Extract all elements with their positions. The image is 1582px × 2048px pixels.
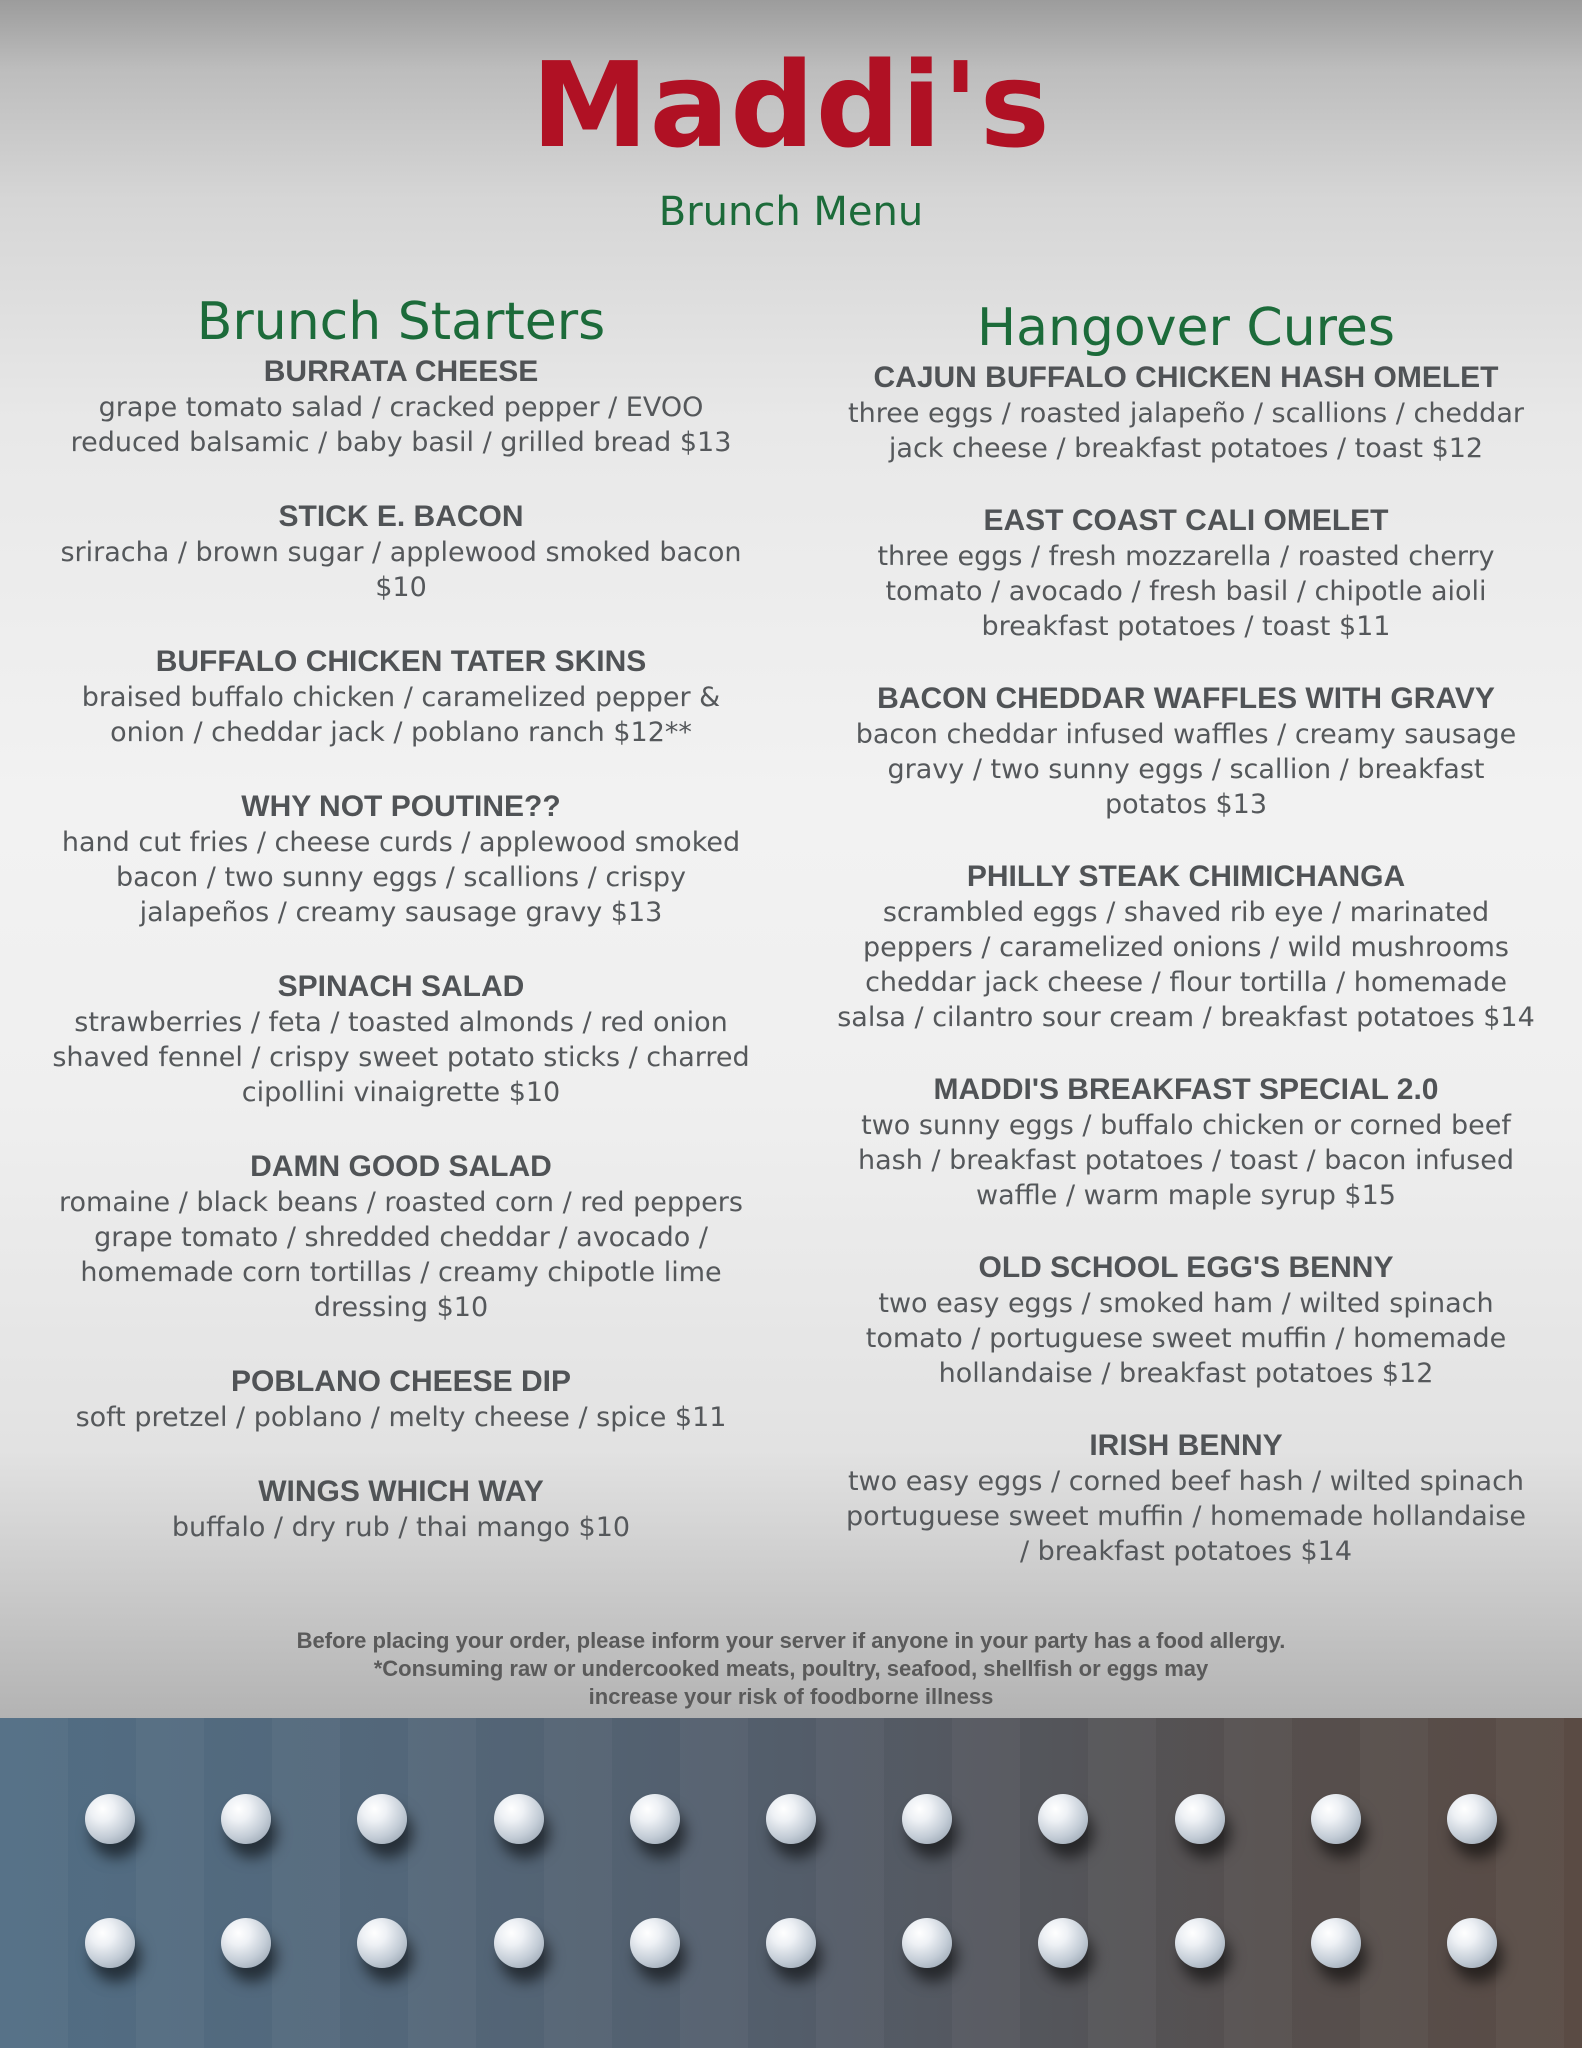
footer-dot (85, 1794, 135, 1844)
footer-dot (1175, 1918, 1225, 1968)
footer-dot (902, 1794, 952, 1844)
menu-item-name: OLD SCHOOL EGG'S BENNY (978, 1251, 1394, 1284)
footer-dot (494, 1918, 544, 1968)
footer-dot (1311, 1918, 1361, 1968)
allergy-footnote (0, 1627, 1582, 1711)
footer-dot (1038, 1794, 1088, 1844)
menu-item-description: hand cut fries / cheese curds / applewood smoked bacon / two sunny eggs / scallions / crispy jalapeños / creamy sausage gravy $13 (61, 827, 741, 928)
hangover-cures-column (810, 290, 1562, 1569)
menu-subtitle: Brunch Menu (658, 189, 924, 235)
footer-dot (1038, 1918, 1088, 1968)
menu-item (30, 354, 772, 460)
footer-stripe (1224, 1718, 1292, 2048)
footer-stripe (544, 1718, 612, 2048)
menu-item-description: romaine / black beans / roasted corn / red peppers grape tomato / shredded cheddar / avocado / homemade corn tortillas / creamy chipotle lime dressing $10 (59, 1187, 743, 1323)
menu-item (810, 1428, 1562, 1569)
menu-item-description: three eggs / fresh mozzarella / roasted cherry tomato / avocado / fresh basil / chipotle aioli breakfast potatoes / toast $11 (877, 541, 1495, 642)
menu-item (810, 1072, 1562, 1213)
menu-item-description: sriracha / brown sugar / applewood smoked bacon $10 (60, 537, 742, 603)
menu-item-name: EAST COAST CALI OMELET (983, 504, 1389, 537)
footer-stripe (816, 1718, 884, 2048)
menu-item-description: strawberries / feta / toasted almonds / red onion shaved fennel / crispy sweet potato sticks / charred cipollini vinaigrette $10 (52, 1007, 750, 1108)
menu-item-name: BUFFALO CHICKEN TATER SKINS (155, 645, 647, 678)
restaurant-name: Maddi's (531, 36, 1051, 174)
footer-stripe (952, 1718, 1020, 2048)
footer-dot (357, 1918, 407, 1968)
footer-stripe (0, 1718, 68, 2048)
menu-item-name: BURRATA CHEESE (263, 355, 539, 388)
footer-dot (221, 1918, 271, 1968)
footer-stripe (680, 1718, 748, 2048)
footnote-line: Before placing your order, please inform your server if anyone in your party has a food allergy. (296, 1628, 1286, 1653)
footer-stripe (1360, 1718, 1428, 2048)
footer-dot (357, 1794, 407, 1844)
footer-stripe (1088, 1718, 1156, 2048)
menu-item-name: POBLANO CHEESE DIP (230, 1365, 572, 1398)
menu-item-description: two easy eggs / corned beef hash / wilted spinach portuguese sweet muffin / homemade hollandaise / breakfast potatoes $14 (846, 1466, 1526, 1567)
menu-item-name: PHILLY STEAK CHIMICHANGA (966, 860, 1406, 893)
menu-item (30, 969, 772, 1110)
menu-item-description: grape tomato salad / cracked pepper / EVOO reduced balsamic / baby basil / grilled bread $13 (70, 392, 732, 458)
decorative-footer (0, 1718, 1582, 2048)
menu-item (810, 681, 1562, 822)
footer-dot (902, 1918, 952, 1968)
footer-stripe (408, 1718, 476, 2048)
menu-item (30, 1364, 772, 1435)
menu-item-name: WINGS WHICH WAY (258, 1475, 544, 1508)
footer-stripe (136, 1718, 204, 2048)
footer-dot (766, 1918, 816, 1968)
menu-item-name: WHY NOT POUTINE?? (241, 790, 561, 823)
menu-item-description: soft pretzel / poblano / melty cheese / spice $11 (75, 1402, 727, 1433)
menu-item-description: scrambled eggs / shaved rib eye / marinated peppers / caramelized onions / wild mushrooms cheddar jack cheese / flour tortilla / homemade salsa / cilantro sour cream / breakfast potatoes $14 (837, 897, 1535, 1033)
footer-dot (766, 1794, 816, 1844)
menu-item (810, 1250, 1562, 1391)
menu-item-name: CAJUN BUFFALO CHICKEN HASH OMELET (873, 361, 1499, 394)
menu-item-description: two sunny eggs / buffalo chicken or corned beef hash / breakfast potatoes / toast / bacon infused waffle / warm maple syrup $15 (857, 1110, 1514, 1211)
menu-item-name: BACON CHEDDAR WAFFLES WITH GRAVY (877, 682, 1495, 715)
footer-dot (1447, 1794, 1497, 1844)
menu-item (30, 644, 772, 750)
menu-item-name: SPINACH SALAD (277, 970, 525, 1003)
menu-item-name: STICK E. BACON (278, 500, 524, 533)
menu-item (30, 1149, 772, 1325)
footer-dot (85, 1918, 135, 1968)
menu-item-description: buffalo / dry rub / thai mango $10 (171, 1512, 631, 1543)
menu-item-description: two easy eggs / smoked ham / wilted spinach tomato / portuguese sweet muffin / homemade hollandaise / breakfast potatoes $12 (865, 1288, 1507, 1389)
footer-dot (494, 1794, 544, 1844)
section-title-brunch-starters: Brunch Starters (196, 292, 606, 352)
menu-item (810, 503, 1562, 644)
menu-item (810, 360, 1562, 466)
menu-item-description: braised buffalo chicken / caramelized pepper & onion / cheddar jack / poblano ranch $12** (81, 682, 721, 748)
brunch-starters-column (30, 284, 772, 1545)
footnote-line: *Consuming raw or undercooked meats, poultry, seafood, shellfish or eggs may (373, 1656, 1209, 1681)
footer-stripe (1496, 1718, 1564, 2048)
footer-dot (1175, 1794, 1225, 1844)
menu-item (30, 499, 772, 605)
footer-dot (630, 1794, 680, 1844)
footer-dot (630, 1918, 680, 1968)
menu-item (810, 859, 1562, 1035)
menu-item-description: bacon cheddar infused waffles / creamy sausage gravy / two sunny eggs / scallion / breakfast potatos $13 (855, 719, 1517, 820)
menu-item-name: IRISH BENNY (1089, 1429, 1283, 1462)
menu-item-name: DAMN GOOD SALAD (250, 1150, 552, 1183)
section-title-hangover-cures: Hangover Cures (976, 298, 1395, 358)
menu-item-name: MADDI'S BREAKFAST SPECIAL 2.0 (933, 1073, 1439, 1106)
menu-item (30, 1474, 772, 1545)
footnote-line: increase your risk of foodborne illness (588, 1684, 994, 1709)
footer-dot (221, 1794, 271, 1844)
menu-item (30, 789, 772, 930)
footer-dot (1447, 1918, 1497, 1968)
footer-stripe (272, 1718, 340, 2048)
footer-dot (1311, 1794, 1361, 1844)
menu-item-description: three eggs / roasted jalapeño / scallions / cheddar jack cheese / breakfast potatoes / toast $12 (848, 398, 1524, 464)
